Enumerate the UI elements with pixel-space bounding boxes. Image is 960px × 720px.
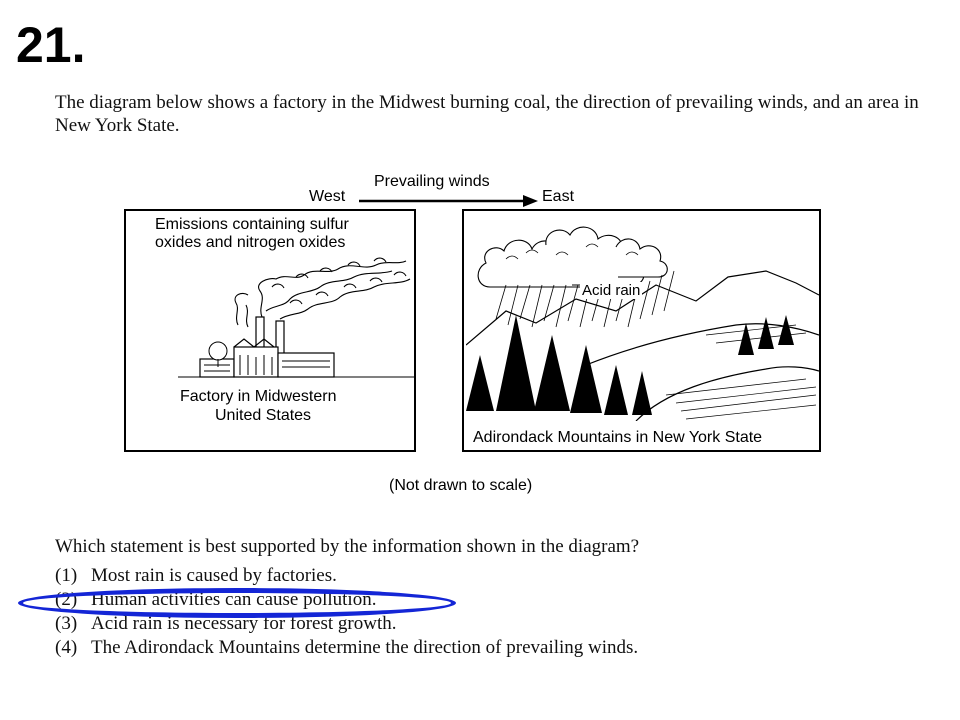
choice-3[interactable] xyxy=(55,613,396,635)
question-number: 21. xyxy=(16,17,86,73)
factory-caption-line2: United States xyxy=(215,407,312,424)
factory-caption-line1: Factory in Midwestern xyxy=(180,388,337,405)
wind-label: Prevailing winds xyxy=(374,173,490,190)
choice-2[interactable] xyxy=(55,589,376,611)
choice-text: The Adirondack Mountains determine the direction of prevailing winds. xyxy=(91,637,639,658)
west-label: West xyxy=(309,188,346,205)
tree-icon xyxy=(466,315,794,415)
east-label: East xyxy=(542,188,575,205)
choice-text: Acid rain is necessary for forest growth. xyxy=(91,613,397,634)
choice-number: (4) xyxy=(55,637,78,658)
factory-panel xyxy=(124,209,416,452)
arrow-right-icon xyxy=(357,194,540,208)
acid-rain-label: Acid rain xyxy=(582,282,641,299)
scale-note: (Not drawn to scale) xyxy=(389,477,533,494)
emissions-line2: oxides and nitrogen oxides xyxy=(155,234,346,251)
choice-number: (1) xyxy=(55,565,78,586)
adirondack-panel xyxy=(462,209,821,452)
emissions-line1: Emissions containing sulfur xyxy=(155,216,349,233)
choice-1[interactable] xyxy=(55,565,337,587)
cloud-icon xyxy=(478,227,667,287)
choice-number: (3) xyxy=(55,613,78,634)
factory-icon xyxy=(178,247,416,379)
choice-text: Human activities can cause pollution. xyxy=(91,589,377,610)
choice-4[interactable] xyxy=(55,637,638,659)
choice-text: Most rain is caused by factories. xyxy=(91,565,337,586)
adirondack-caption: Adirondack Mountains in New York State xyxy=(473,429,763,446)
mountain-scene xyxy=(466,215,819,421)
question-text: Which statement is best supported by the information shown in the diagram? xyxy=(55,536,640,557)
intro-text: The diagram below shows a factory in the Midwest burning coal, the direction of prevailing winds, and an area in New York State. xyxy=(55,92,919,136)
choice-number: (2) xyxy=(55,589,78,610)
